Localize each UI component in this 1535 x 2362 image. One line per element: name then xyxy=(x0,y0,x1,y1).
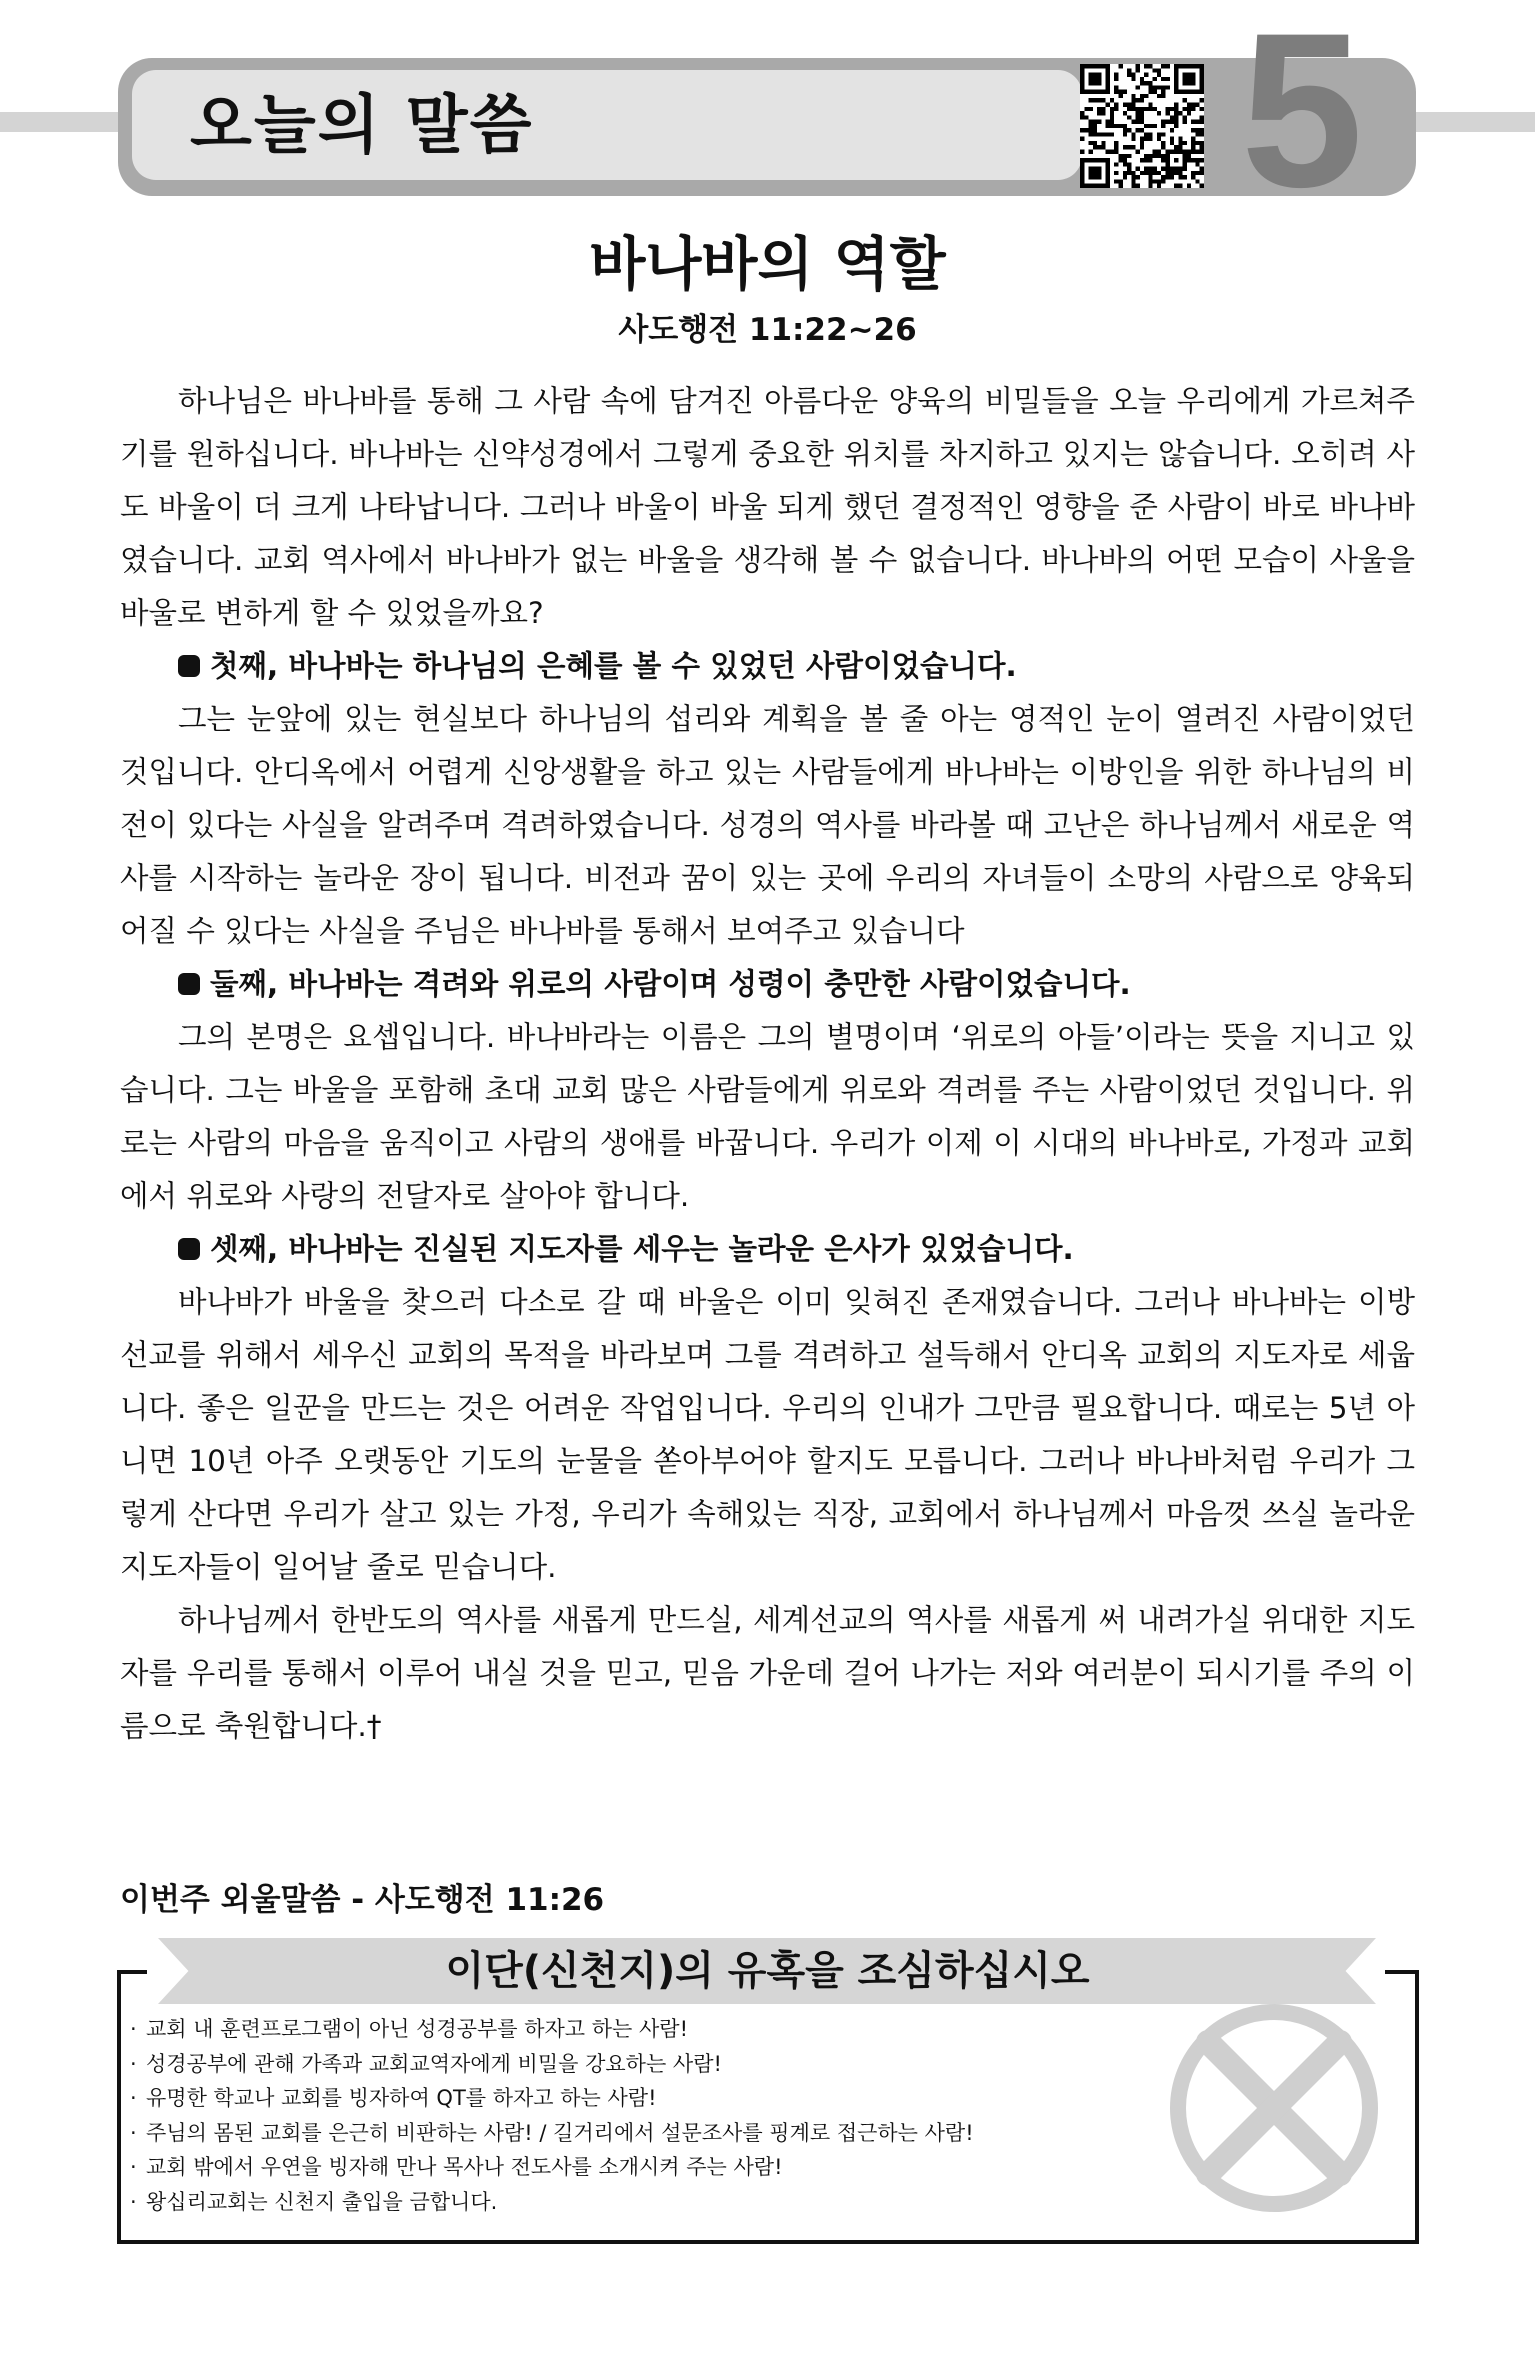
list-item: · 유명한 학교나 교회를 빙자하여 QT를 하자고 하는 사람! xyxy=(136,2081,1136,2116)
intro-paragraph: 하나님은 바나바를 통해 그 사람 속에 담겨진 아름다운 양육의 비밀들을 오늘 우리에게 가르쳐주기를 원하십니다. 바나바는 신약성경에서 그렇게 중요한 위치를 차지하고 있지는 않습니다. 오히려 사도 바울이 더 크게 나타납니다. 그러나 바울이 바울 되게 했던 결정적인 영향을 준 사람이 바로 바나바였습니다. 교회 역사에서 바나바가 없는 바울을 생각해 볼 수 없습니다. 바나바의 어떤 모습이 사울을 바울로 변하게 할 수 있었을까요? xyxy=(120,384,1415,630)
point-heading: 둘째, 바나바는 격려와 위로의 사람이며 성령이 충만한 사람이었습니다. xyxy=(120,958,1415,1011)
sermon-body xyxy=(120,375,1415,1753)
list-item: · 교회 밖에서 우연을 빙자해 만나 목사나 전도사를 소개시켜 주는 사람! xyxy=(136,2150,1136,2185)
page-number: 5 xyxy=(1240,0,1364,233)
point-paragraph: 바나바가 바울을 찾으러 다소로 갈 때 바울은 이미 잊혀진 존재였습니다. 그러나 바나바는 이방 선교를 위해서 세우신 교회의 목적을 바라보며 그를 격려하고 설득해서 안디옥 교회의 지도자로 세웁니다. 좋은 일꾼을 만드는 것은 어려운 작업입니다. 우리의 인내가 그만큼 필요합니다. 때로는 5년 아니면 10년 아주 오랫동안 기도의 눈물을 쏟아부어야 할지도 모릅니다. 그러나 바나바처럼 우리가 그렇게 산다면 우리가 살고 있는 가정, 우리가 속해있는 직장, 교회에서 하나님께서 마음껏 쓰실 놀라운 지도자들이 일어날 줄로 믿습니다. xyxy=(120,1285,1415,1584)
qr-code-icon[interactable] xyxy=(1080,64,1204,188)
square-bullet-icon xyxy=(178,1238,200,1260)
square-bullet-icon xyxy=(178,655,200,677)
memory-verse: 이번주 외울말씀 - 사도행전 11:26 xyxy=(120,1882,605,1918)
prohibited-x-icon xyxy=(1168,2002,1380,2214)
warning-list xyxy=(136,2012,1136,2219)
list-item: · 주님의 몸된 교회를 은근히 비판하는 사람! / 길거리에서 설문조사를 핑계로 접근하는 사람! xyxy=(136,2116,1136,2151)
list-item: · 왕십리교회는 신천지 출입을 금합니다. xyxy=(136,2185,1136,2220)
section-title: 오늘의 말씀 xyxy=(190,89,534,163)
list-item: · 성경공부에 관해 가족과 교회교역자에게 비밀을 강요하는 사람! xyxy=(136,2047,1136,2082)
square-bullet-icon xyxy=(178,973,200,995)
list-item: · 교회 내 훈련프로그램이 아닌 성경공부를 하자고 하는 사람! xyxy=(136,2012,1136,2047)
point-paragraph: 그는 눈앞에 있는 현실보다 하나님의 섭리와 계획을 볼 줄 아는 영적인 눈이 열려진 사람이었던 것입니다. 안디옥에서 어렵게 신앙생활을 하고 있는 사람들에게 바나바는 이방인을 위한 하나님의 비전이 있다는 사실을 알려주며 격려하였습니다. 성경의 역사를 바라볼 때 고난은 하나님께서 새로운 역사를 시작하는 놀라운 장이 됩니다. 비전과 꿈이 있는 곳에 우리의 자녀들이 소망의 사람으로 양육되어질 수 있다는 사실을 주님은 바나바를 통해서 보여주고 있습니다 xyxy=(120,702,1415,948)
sermon-reference: 사도행전 11:22~26 xyxy=(618,312,917,348)
sermon-title: 바나바의 역할 xyxy=(589,230,946,298)
point-heading: 첫째, 바나바는 하나님의 은혜를 볼 수 있었던 사람이었습니다. xyxy=(120,640,1415,693)
point-heading: 셋째, 바나바는 진실된 지도자를 세우는 놀라운 은사가 있었습니다. xyxy=(120,1223,1415,1276)
point-paragraph: 그의 본명은 요셉입니다. 바나바라는 이름은 그의 별명이며 ‘위로의 아들’이라는 뜻을 지니고 있습니다. 그는 바울을 포함해 초대 교회 많은 사람들에게 위로와 격려를 주는 사람이었던 것입니다. 위로는 사람의 마음을 움직이고 사람의 생애를 바꿉니다. 우리가 이제 이 시대의 바나바로, 가정과 교회에서 위로와 사랑의 전달자로 살아야 합니다. xyxy=(120,1020,1415,1213)
closing-paragraph: 하나님께서 한반도의 역사를 새롭게 만드실, 세계선교의 역사를 새롭게 써 내려가실 위대한 지도자를 우리를 통해서 이루어 내실 것을 믿고, 믿음 가운데 걸어 나가는 저와 여러분이 되시기를 주의 이름으로 축원합니다.† xyxy=(120,1603,1415,1743)
warning-title: 이단(신천지)의 유혹을 조심하십시오 xyxy=(445,1948,1090,1994)
